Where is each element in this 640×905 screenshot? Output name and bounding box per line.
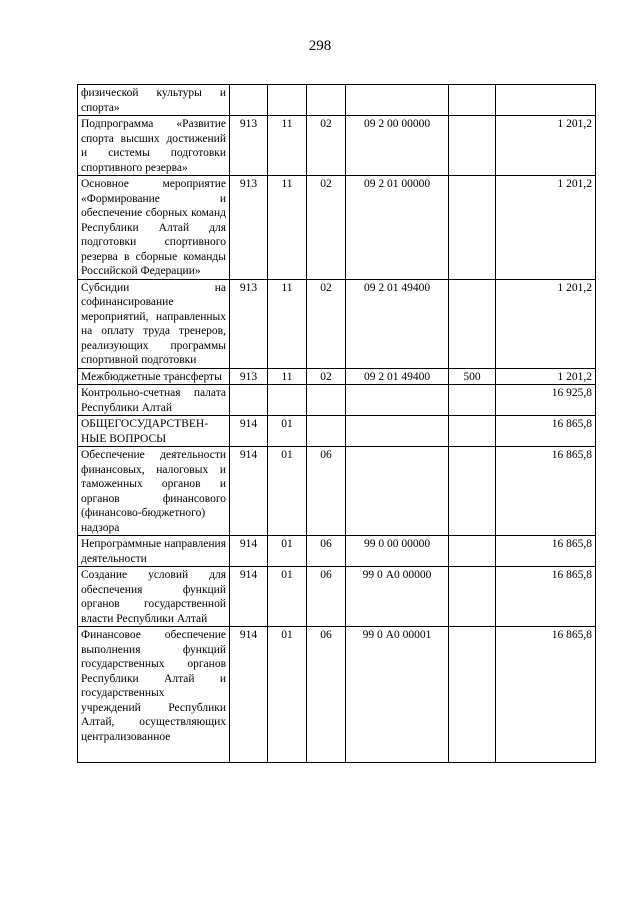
pr-cell: 06 <box>307 567 346 627</box>
pr-cell <box>307 85 346 116</box>
rz-cell: 01 <box>268 536 307 567</box>
rz-cell: 01 <box>268 627 307 763</box>
table-row <box>78 536 596 567</box>
row-name-cell: Подпрограмма «Развитие спорта высших достижений и системы подготовки спортивного резерва» <box>78 116 230 176</box>
vr-cell <box>449 116 496 176</box>
table-row <box>78 627 596 763</box>
sum-cell: 16 925,8 <box>496 385 596 416</box>
sum-cell: 1 201,2 <box>496 116 596 176</box>
table-row <box>78 416 596 447</box>
vr-cell <box>449 416 496 447</box>
table-row <box>78 385 596 416</box>
row-name-cell: физической культуры и спорта» <box>78 85 230 116</box>
ved-cell: 913 <box>230 116 268 176</box>
table-row <box>78 368 596 385</box>
table-row <box>78 447 596 536</box>
row-name-cell: Обеспечение деятельности финансовых, налоговых и таможенных органов и органов финансового (финансово-бюджетного) надзора <box>78 447 230 536</box>
row-name-cell: Контрольно-счетная палата Республики Алтай <box>78 385 230 416</box>
vr-cell <box>449 85 496 116</box>
sum-cell: 16 865,8 <box>496 567 596 627</box>
table-row <box>78 176 596 280</box>
csr-cell: 99 0 А0 00001 <box>346 627 449 763</box>
rz-cell: 01 <box>268 567 307 627</box>
sum-cell: 16 865,8 <box>496 536 596 567</box>
csr-cell: 09 2 01 49400 <box>346 368 449 385</box>
pr-cell <box>307 416 346 447</box>
table-row <box>78 85 596 116</box>
sum-cell: 16 865,8 <box>496 627 596 763</box>
table-row <box>78 279 596 368</box>
vr-cell <box>449 279 496 368</box>
row-name-cell: ОБЩЕГОСУДАРСТВЕННЫЕ ВОПРОСЫ <box>78 416 230 447</box>
rz-cell <box>268 385 307 416</box>
csr-cell <box>346 416 449 447</box>
ved-cell: 914 <box>230 627 268 763</box>
sum-cell: 16 865,8 <box>496 416 596 447</box>
csr-cell: 99 0 А0 00000 <box>346 567 449 627</box>
sum-cell: 16 865,8 <box>496 447 596 536</box>
vr-cell <box>449 567 496 627</box>
budget-table <box>77 84 596 763</box>
ved-cell: 913 <box>230 176 268 280</box>
rz-cell: 11 <box>268 368 307 385</box>
vr-cell <box>449 627 496 763</box>
ved-cell: 913 <box>230 368 268 385</box>
vr-cell <box>449 385 496 416</box>
ved-cell <box>230 385 268 416</box>
table-row <box>78 116 596 176</box>
rz-cell: 11 <box>268 279 307 368</box>
vr-cell: 500 <box>449 368 496 385</box>
vr-cell <box>449 176 496 280</box>
ved-cell <box>230 85 268 116</box>
sum-cell: 1 201,2 <box>496 176 596 280</box>
sum-cell <box>496 85 596 116</box>
row-name-cell: Финансовое обеспечение выполнения функций государственных органов Республики Алтай и государственных учреждений Республики Алтай, осуществляющих централизованное <box>78 627 230 763</box>
csr-cell: 09 2 01 00000 <box>346 176 449 280</box>
rz-cell <box>268 85 307 116</box>
rz-cell: 01 <box>268 447 307 536</box>
ved-cell: 914 <box>230 567 268 627</box>
ved-cell: 913 <box>230 279 268 368</box>
row-name-cell: Основное мероприятие «Формирование и обеспечение сборных команд Республики Алтай для подготовки спортивного резерва в сборные команды Российской Федерации» <box>78 176 230 280</box>
csr-cell: 09 2 00 00000 <box>346 116 449 176</box>
csr-cell <box>346 447 449 536</box>
table-row <box>78 567 596 627</box>
pr-cell: 02 <box>307 368 346 385</box>
rz-cell: 01 <box>268 416 307 447</box>
row-name-cell: Непрограммные направления деятельности <box>78 536 230 567</box>
rz-cell: 11 <box>268 176 307 280</box>
pr-cell: 02 <box>307 176 346 280</box>
sum-cell: 1 201,2 <box>496 368 596 385</box>
page-number: 298 <box>308 38 332 54</box>
rz-cell: 11 <box>268 116 307 176</box>
csr-cell <box>346 385 449 416</box>
ved-cell: 914 <box>230 447 268 536</box>
pr-cell: 06 <box>307 627 346 763</box>
row-name-cell: Межбюджетные трансферты <box>78 368 230 385</box>
pr-cell <box>307 385 346 416</box>
pr-cell: 02 <box>307 279 346 368</box>
row-name-cell: Субсидии на софинансирование мероприятий, направленных на оплату труда тренеров, реализующих программы спортивной подготовки <box>78 279 230 368</box>
ved-cell: 914 <box>230 536 268 567</box>
csr-cell: 99 0 00 00000 <box>346 536 449 567</box>
sum-cell: 1 201,2 <box>496 279 596 368</box>
csr-cell <box>346 85 449 116</box>
pr-cell: 02 <box>307 116 346 176</box>
row-name-cell: Создание условий для обеспечения функций органов государственной власти Республики Алтай <box>78 567 230 627</box>
vr-cell <box>449 447 496 536</box>
vr-cell <box>449 536 496 567</box>
pr-cell: 06 <box>307 536 346 567</box>
csr-cell: 09 2 01 49400 <box>346 279 449 368</box>
pr-cell: 06 <box>307 447 346 536</box>
ved-cell: 914 <box>230 416 268 447</box>
